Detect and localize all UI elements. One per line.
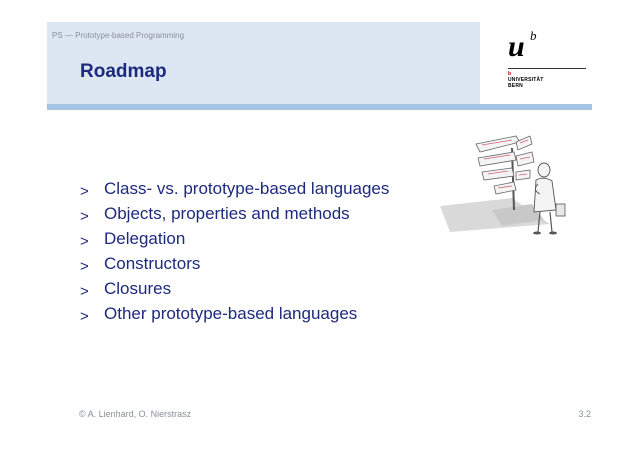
logo-rule — [508, 68, 586, 69]
slide-title: Roadmap — [80, 61, 167, 82]
bullet-icon: > — [80, 233, 89, 250]
logo-superscript: b — [530, 28, 537, 43]
bullet-icon: > — [80, 183, 89, 200]
logo-line-3: BERN — [508, 83, 523, 89]
logo-line-2: UNIVERSITÄT — [508, 77, 544, 83]
logo-line-1: b — [508, 71, 512, 77]
university-logo-icon — [508, 28, 552, 62]
roadmap-item-text: Objects, properties and methods — [104, 204, 350, 223]
roadmap-item-text: Constructors — [104, 254, 201, 273]
bullet-icon: > — [80, 208, 89, 225]
bullet-icon: > — [80, 283, 89, 300]
roadmap-item-text: Delegation — [104, 229, 186, 248]
roadmap-item-text: Closures — [104, 279, 172, 298]
page-number: 3.2 — [578, 409, 591, 419]
bullet-icon: > — [80, 308, 89, 325]
logo-text — [508, 71, 544, 89]
footer-credit: © A. Lienhard, O. Nierstrasz — [79, 409, 192, 419]
signpost-person-icon — [432, 128, 582, 246]
bullet-icon: > — [80, 258, 89, 275]
course-label: PS — Prototype-based Programming — [52, 31, 185, 40]
accent-bar — [47, 104, 592, 110]
roadmap-item-text: Class- vs. prototype-based languages — [104, 179, 390, 198]
logo-letter: u — [508, 30, 525, 62]
roadmap-item-text: Other prototype-based languages — [104, 304, 358, 323]
